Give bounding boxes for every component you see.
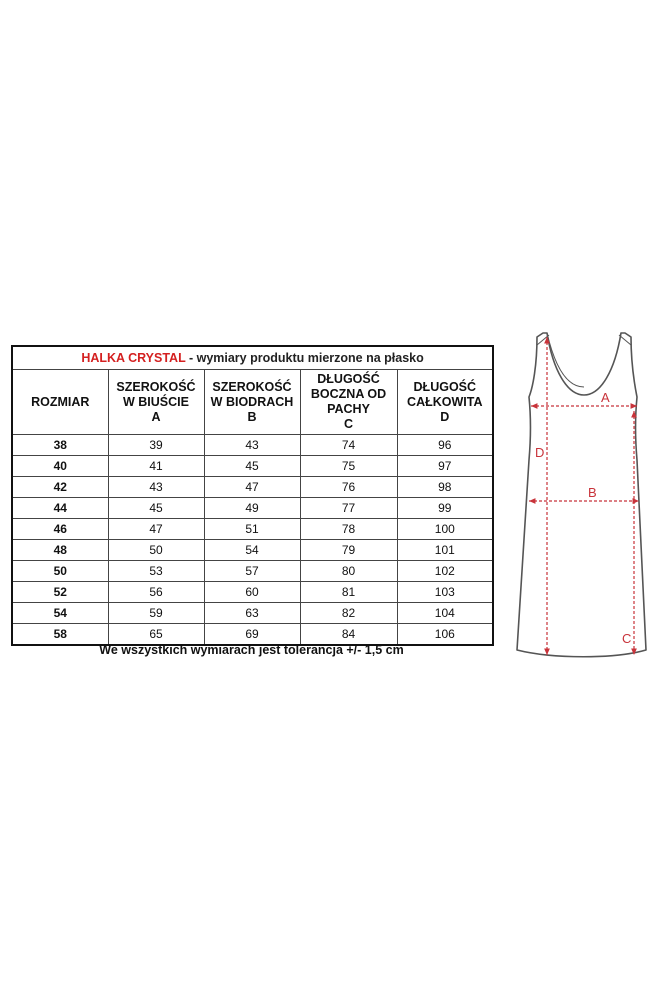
measurement-cell: 53 <box>108 561 204 582</box>
measurement-cell: 97 <box>397 456 493 477</box>
measurement-cell: 43 <box>204 435 300 456</box>
size-cell: 50 <box>12 561 108 582</box>
measurement-cell: 74 <box>300 435 397 456</box>
measurement-cell: 76 <box>300 477 397 498</box>
column-header <box>300 370 397 435</box>
dress-neckline <box>547 333 584 387</box>
measurement-cell: 99 <box>397 498 493 519</box>
dress-measurement-diagram <box>505 325 665 665</box>
measurement-cell: 100 <box>397 519 493 540</box>
measurement-cell: 60 <box>204 582 300 603</box>
column-header-line: A <box>151 409 161 424</box>
size-cell: 48 <box>12 540 108 561</box>
column-header <box>108 370 204 435</box>
table-row <box>12 540 493 561</box>
table-row <box>12 561 493 582</box>
table-row <box>12 435 493 456</box>
table-row <box>12 498 493 519</box>
column-header-line: B <box>247 409 257 424</box>
table-row <box>12 624 493 646</box>
product-name: HALKA CRYSTAL <box>81 351 186 365</box>
column-header-line: ROZMIAR <box>31 394 90 409</box>
title-description: - wymiary produktu mierzone na płasko <box>185 351 424 365</box>
measurement-cell: 79 <box>300 540 397 561</box>
measurement-cell: 80 <box>300 561 397 582</box>
measurement-cell: 41 <box>108 456 204 477</box>
size-cell: 42 <box>12 477 108 498</box>
column-header-line: PACHY <box>327 402 370 416</box>
measurement-cell: 45 <box>204 456 300 477</box>
measurement-cell: 75 <box>300 456 397 477</box>
measurement-cell: 103 <box>397 582 493 603</box>
measurement-cell: 101 <box>397 540 493 561</box>
measurement-cell: 102 <box>397 561 493 582</box>
size-cell: 54 <box>12 603 108 624</box>
column-header-line: SZEROKOŚĆ <box>116 379 196 394</box>
size-cell: 40 <box>12 456 108 477</box>
measure-label-b: B <box>588 485 597 500</box>
measurement-cell: 51 <box>204 519 300 540</box>
measurement-cell: 45 <box>108 498 204 519</box>
measurement-cell: 56 <box>108 582 204 603</box>
table-row <box>12 603 493 624</box>
measurement-cell: 43 <box>108 477 204 498</box>
column-header <box>204 370 300 435</box>
column-header-line: D <box>440 409 450 424</box>
measurement-cell: 104 <box>397 603 493 624</box>
size-cell: 38 <box>12 435 108 456</box>
measurement-cell: 77 <box>300 498 397 519</box>
measure-label-d: D <box>535 445 545 460</box>
column-header-line: DŁUGOŚĆ <box>413 379 477 394</box>
tolerance-note: We wszystkich wymiarach jest tolerancja +/- 1,5 cm <box>99 643 404 657</box>
column-header-line: W BIODRACH <box>210 394 294 409</box>
measurement-cell: 78 <box>300 519 397 540</box>
measurement-cell: 47 <box>108 519 204 540</box>
measurement-cell: 65 <box>108 624 204 646</box>
measurement-cell: 54 <box>204 540 300 561</box>
table-row <box>12 477 493 498</box>
table-row <box>12 456 493 477</box>
column-header <box>397 370 493 435</box>
table-row <box>12 582 493 603</box>
measurement-cell: 84 <box>300 624 397 646</box>
table-title <box>12 346 493 370</box>
measurement-cell: 49 <box>204 498 300 519</box>
size-cell: 46 <box>12 519 108 540</box>
measure-label-c: C <box>622 631 632 646</box>
table-row <box>12 519 493 540</box>
dress-outline <box>517 333 646 657</box>
size-chart-table <box>11 345 494 646</box>
measurement-cell: 47 <box>204 477 300 498</box>
measurement-cell: 57 <box>204 561 300 582</box>
measurement-cell: 96 <box>397 435 493 456</box>
column-header-line: W BIUŚCIE <box>123 394 189 409</box>
size-cell: 58 <box>12 624 108 646</box>
measurement-cell: 106 <box>397 624 493 646</box>
table-title-row <box>12 346 493 370</box>
column-header-line: C <box>343 417 354 431</box>
measurement-cell: 81 <box>300 582 397 603</box>
measurement-cell: 98 <box>397 477 493 498</box>
column-header <box>12 370 108 435</box>
measurement-cell: 59 <box>108 603 204 624</box>
column-header-line: CAŁKOWITA <box>407 394 483 409</box>
column-header-line: SZEROKOŚĆ <box>212 379 292 394</box>
size-cell: 44 <box>12 498 108 519</box>
size-cell: 52 <box>12 582 108 603</box>
measurement-cell: 63 <box>204 603 300 624</box>
measurement-cell: 39 <box>108 435 204 456</box>
column-header-line: DŁUGOŚĆ <box>317 372 380 386</box>
measurement-cell: 69 <box>204 624 300 646</box>
measure-label-a: A <box>601 390 610 405</box>
measurement-cell: 82 <box>300 603 397 624</box>
column-header-line: BOCZNA OD <box>310 387 387 401</box>
table-header-row <box>12 370 493 435</box>
measurement-cell: 50 <box>108 540 204 561</box>
